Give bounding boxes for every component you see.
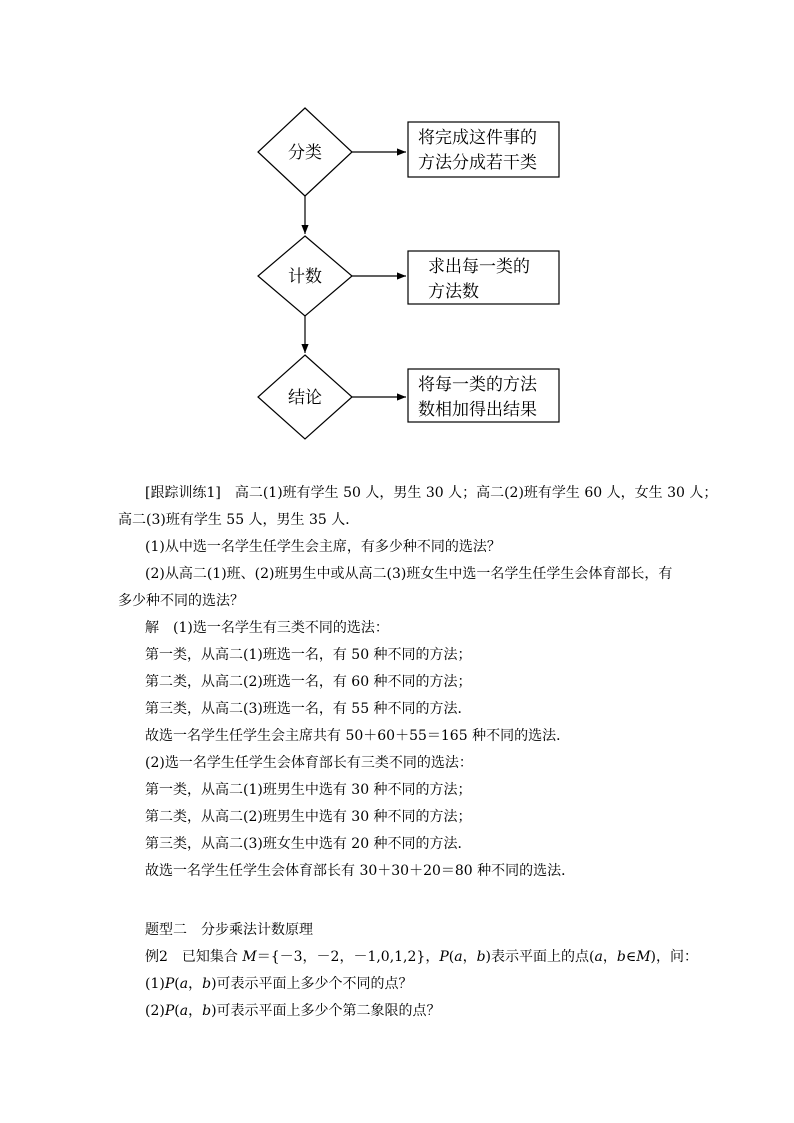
box-count-line-2: 方法数	[428, 282, 479, 302]
q2-open-paren: (	[174, 1003, 180, 1019]
diamond-classify-label: 分类	[288, 143, 322, 163]
box-conclude-line-1: 将每一类的方法	[418, 375, 537, 395]
solution-line-10: 故选一名学生任学生会体育部长有 30＋30＋20＝80 种不同的选法．	[145, 863, 576, 879]
set-variable-m: M	[242, 949, 257, 965]
exercise-line-3: (1)从中选一名学生任学生会主席，有多少种不同的选法？	[145, 539, 501, 555]
solution-line-8: 第二类，从高二(2)班男生中选有 30 种不同的方法；	[145, 809, 472, 825]
coord-b: b	[476, 949, 486, 965]
exercise-line-5: 多少种不同的选法？	[118, 593, 244, 609]
q1-coord-a: a	[179, 976, 189, 992]
exercise-line-4: (2)从高二(1)班、(2)班男生中或从高二(3)班女生中选一名学生任学生会体育部长，有	[145, 566, 673, 582]
exercise-line-2: 高二(3)班有学生 55 人，男生 35 人．	[118, 512, 360, 528]
diamond-count-label: 计数	[288, 267, 322, 287]
set-definition: ＝{－3，－2，－1,0,1,2}，	[256, 949, 440, 965]
q2-coord-a: a	[179, 1003, 189, 1019]
solution-line-9: 第三类，从高二(3)班女生中选有 20 种不同的方法．	[145, 836, 472, 852]
box-conclude-line-2: 数相加得出结果	[418, 400, 537, 420]
question-ask: )，问：	[650, 949, 698, 965]
section-title: 题型二 分步乘法计数原理	[145, 922, 313, 938]
solution-line-5: 故选一名学生任学生会主席共有 50＋60＋55＝165 种不同的选法．	[145, 728, 571, 744]
question-2-prefix: (2)	[145, 1003, 165, 1019]
set-variable-m-2: M	[636, 949, 651, 965]
coord-b-2: b	[616, 949, 626, 965]
solution-line-3: 第二类，从高二(2)班选一名，有 60 种不同的方法；	[145, 674, 472, 690]
q1-coord-b: b	[202, 976, 212, 992]
solution-line-7: 第一类，从高二(1)班男生中选有 30 种不同的方法；	[145, 782, 472, 798]
question-2	[145, 1001, 441, 1021]
solution-line-6: (2)选一名学生任学生会体育部长有三类不同的选法：	[145, 755, 473, 771]
example-label: 例2	[145, 949, 168, 965]
question-1	[145, 974, 413, 994]
q1-point-p: P	[164, 976, 175, 992]
exercise-line-1: [跟踪训练1] 高二(1)班有学生 50 人，男生 30 人；高二(2)班有学生 60 人，女生 30 人；	[145, 485, 718, 501]
q2-comma: ，	[188, 1003, 203, 1019]
point-text: )表示平面上的点(	[485, 949, 595, 965]
open-paren: (	[448, 949, 455, 965]
solution-line-4: 第三类，从高二(3)班选一名，有 55 种不同的方法．	[145, 701, 472, 717]
box-count-line-1: 求出每一类的	[428, 257, 530, 277]
flowchart-diagram	[0, 0, 794, 470]
q1-open-paren: (	[174, 976, 180, 992]
solution-line-2: 第一类，从高二(1)班选一名，有 50 种不同的方法；	[145, 647, 472, 663]
box-classify-line-2: 方法分成若干类	[418, 153, 537, 173]
element-of: ∈	[625, 949, 637, 965]
diamond-conclude-label: 结论	[288, 388, 322, 408]
q2-coord-b: b	[202, 1003, 212, 1019]
question-2-suffix: )可表示平面上多少个第二象限的点？	[211, 1003, 441, 1019]
coord-a: a	[454, 949, 463, 965]
question-1-prefix: (1)	[145, 976, 165, 992]
q2-point-p: P	[164, 1003, 175, 1019]
solution-line-1: 解 (1)选一名学生有三类不同的选法：	[145, 620, 389, 636]
q1-comma: ，	[188, 976, 203, 992]
question-1-suffix: )可表示平面上多少个不同的点？	[211, 976, 413, 992]
example-text-1: 已知集合	[167, 949, 243, 965]
comma-sep: ，	[462, 949, 477, 965]
coord-a-2: a	[594, 949, 603, 965]
box-classify-line-1: 将完成这件事的	[418, 128, 537, 148]
example-statement	[145, 947, 698, 967]
point-p: P	[439, 949, 449, 965]
comma-sep-2: ，	[602, 949, 617, 965]
